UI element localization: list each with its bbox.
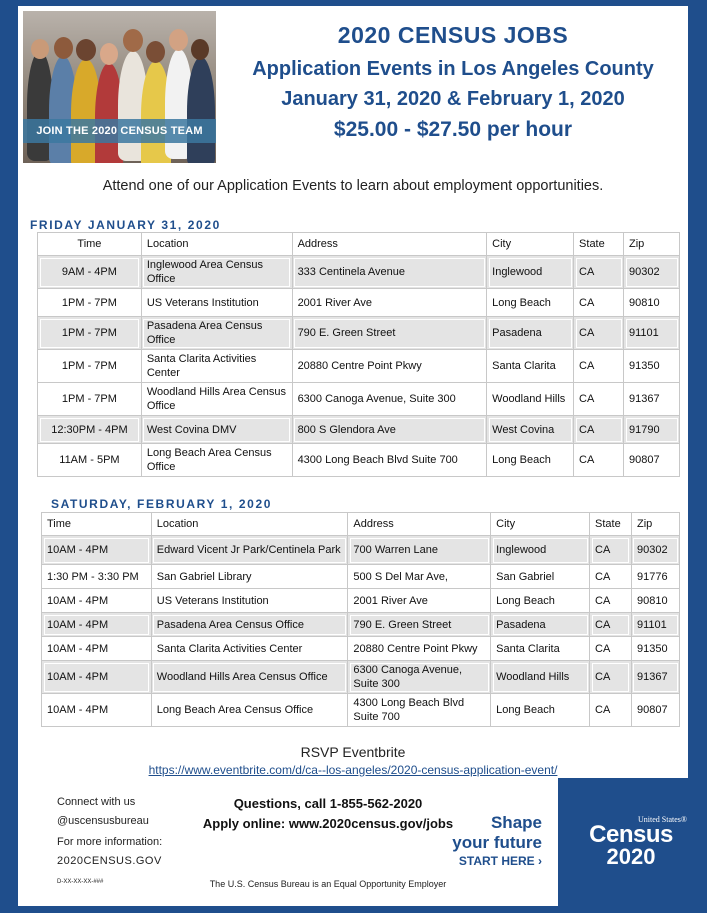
table-cell: 10AM - 4PM: [42, 637, 152, 661]
table-row: [42, 565, 680, 589]
table-cell: Inglewood Area Census Office: [141, 256, 292, 289]
table-cell: Pasadena: [487, 317, 574, 350]
table-cell: 1PM - 7PM: [38, 350, 142, 383]
table-row: [42, 694, 680, 727]
table-cell: Inglewood: [491, 536, 590, 565]
social-handle[interactable]: @uscensusbureau: [57, 815, 149, 827]
footer-panel: [18, 778, 558, 906]
table-cell: CA: [590, 694, 632, 727]
pay-rate: $25.00 - $27.50 per hour: [333, 118, 573, 141]
flyer-sheet: [18, 6, 688, 778]
table-cell: CA: [590, 637, 632, 661]
table-cell: US Veterans Institution: [141, 289, 292, 317]
apply-online[interactable]: Apply online: www.2020census.gov/jobs: [202, 816, 454, 831]
table-cell: 90302: [624, 256, 680, 289]
questions-phone: Questions, call 1-855-562-2020: [233, 796, 423, 811]
column-header: State: [590, 513, 632, 536]
table-cell: Long Beach: [487, 289, 574, 317]
table-cell: San Gabriel: [491, 565, 590, 589]
chevron-right-icon: ›: [538, 854, 542, 868]
table-cell: Long Beach: [491, 589, 590, 613]
table-cell: CA: [574, 383, 624, 416]
table-cell: Woodland Hills Area Census Office: [151, 661, 348, 694]
table-row: [38, 350, 680, 383]
page-title: 2020 CENSUS JOBS: [337, 22, 569, 48]
table-cell: 90302: [631, 536, 679, 565]
table-cell: CA: [574, 289, 624, 317]
eeo-statement: The U.S. Census Bureau is an Equal Opportunity Employer: [209, 879, 447, 889]
table-cell: 1:30 PM - 3:30 PM: [42, 565, 152, 589]
table-cell: San Gabriel Library: [151, 565, 348, 589]
table-cell: CA: [574, 444, 624, 477]
table-cell: 91350: [631, 637, 679, 661]
table-cell: CA: [590, 536, 632, 565]
table-cell: CA: [574, 416, 624, 444]
column-header: Zip: [624, 233, 680, 256]
table-cell: 90807: [624, 444, 680, 477]
table-cell: 790 E. Green Street: [348, 613, 491, 637]
table-cell: 91776: [631, 565, 679, 589]
table-row: [42, 637, 680, 661]
table-cell: Long Beach: [491, 694, 590, 727]
table-cell: Long Beach: [487, 444, 574, 477]
column-header: Address: [292, 233, 487, 256]
table-cell: 9AM - 4PM: [38, 256, 142, 289]
table-cell: 91101: [631, 613, 679, 637]
rsvp-label: RSVP Eventbrite: [300, 744, 406, 760]
logo-year: 2020: [606, 844, 656, 869]
table-row: [38, 444, 680, 477]
table-cell: Pasadena Area Census Office: [141, 317, 292, 350]
table-cell: 1PM - 7PM: [38, 289, 142, 317]
table-cell: US Veterans Institution: [151, 589, 348, 613]
column-header: State: [574, 233, 624, 256]
table-row: [38, 317, 680, 350]
table-header-row: [38, 233, 680, 256]
column-header: Zip: [631, 513, 679, 536]
table-cell: 4300 Long Beach Blvd Suite 700: [292, 444, 487, 477]
table-row: [42, 661, 680, 694]
table-row: [38, 383, 680, 416]
table-cell: Santa Clarita: [487, 350, 574, 383]
table-cell: 2001 River Ave: [292, 289, 487, 317]
table-row: [42, 589, 680, 613]
census-2020-logo: [575, 815, 687, 868]
table-cell: 10AM - 4PM: [42, 613, 152, 637]
table-cell: 800 S Glendora Ave: [292, 416, 487, 444]
census-site-link[interactable]: 2020CENSUS.GOV: [57, 855, 162, 867]
column-header: City: [487, 233, 574, 256]
more-info-text: For more information:: [57, 836, 163, 848]
table-cell: Santa Clarita Activities Center: [141, 350, 292, 383]
table-cell: 91367: [624, 383, 680, 416]
table-cell: Woodland Hills: [491, 661, 590, 694]
intro-text: Attend one of our Application Events to learn about employment opportunities.: [102, 178, 604, 194]
table-cell: 20880 Centre Point Pkwy: [348, 637, 491, 661]
table-cell: 91790: [624, 416, 680, 444]
table-cell: Santa Clarita: [491, 637, 590, 661]
saturday-schedule-table: [41, 512, 680, 727]
table-cell: 6300 Canoga Avenue, Suite 300: [348, 661, 491, 694]
table-row: [38, 289, 680, 317]
table-cell: 20880 Centre Point Pkwy: [292, 350, 487, 383]
join-census-banner: JOIN THE 2020 CENSUS TEAM: [23, 119, 216, 143]
table-cell: Edward Vicent Jr Park/Centinela Park: [151, 536, 348, 565]
column-header: Time: [42, 513, 152, 536]
table-cell: 700 Warren Lane: [348, 536, 491, 565]
table-row: [38, 256, 680, 289]
table-cell: 2001 River Ave: [348, 589, 491, 613]
table-cell: CA: [574, 317, 624, 350]
column-header: Time: [38, 233, 142, 256]
saturday-heading: SATURDAY, FEBRUARY 1, 2020: [51, 497, 272, 511]
page-subtitle: Application Events in Los Angeles County: [252, 58, 654, 80]
census-team-photo: [23, 11, 216, 163]
table-cell: 790 E. Green Street: [292, 317, 487, 350]
table-cell: Woodland Hills: [487, 383, 574, 416]
friday-schedule-table: [37, 232, 680, 477]
table-cell: Santa Clarita Activities Center: [151, 637, 348, 661]
table-cell: Long Beach Area Census Office: [141, 444, 292, 477]
document-code: D-XX-XX-XX-###: [57, 879, 104, 885]
table-cell: 90807: [631, 694, 679, 727]
start-here-label: START HERE: [458, 854, 535, 868]
table-cell: 4300 Long Beach Blvd Suite 700: [348, 694, 491, 727]
table-cell: Woodland Hills Area Census Office: [141, 383, 292, 416]
table-row: [42, 613, 680, 637]
event-dates: January 31, 2020 & February 1, 2020: [281, 88, 625, 110]
table-header-row: [42, 513, 680, 536]
table-cell: Pasadena: [491, 613, 590, 637]
table-cell: 333 Centinela Avenue: [292, 256, 487, 289]
table-cell: 10AM - 4PM: [42, 589, 152, 613]
table-cell: CA: [574, 256, 624, 289]
your-future-text: your future: [452, 833, 542, 852]
connect-text: Connect with us: [57, 796, 136, 808]
table-cell: CA: [590, 565, 632, 589]
table-cell: CA: [590, 661, 632, 694]
table-cell: 500 S Del Mar Ave,: [348, 565, 491, 589]
column-header: City: [491, 513, 590, 536]
column-header: Address: [348, 513, 491, 536]
table-cell: 90810: [631, 589, 679, 613]
start-here-link[interactable]: [459, 854, 542, 868]
table-cell: 10AM - 4PM: [42, 694, 152, 727]
table-cell: CA: [590, 613, 632, 637]
table-cell: 11AM - 5PM: [38, 444, 142, 477]
table-cell: 12:30PM - 4PM: [38, 416, 142, 444]
rsvp-link[interactable]: https://www.eventbrite.com/d/ca--los-angeles/2020-census-application-event/: [148, 763, 558, 777]
table-cell: 1PM - 7PM: [38, 383, 142, 416]
table-row: [42, 536, 680, 565]
table-cell: 6300 Canoga Avenue, Suite 300: [292, 383, 487, 416]
table-cell: 91350: [624, 350, 680, 383]
table-cell: West Covina DMV: [141, 416, 292, 444]
table-cell: Inglewood: [487, 256, 574, 289]
table-cell: CA: [574, 350, 624, 383]
table-cell: 91101: [624, 317, 680, 350]
table-cell: 90810: [624, 289, 680, 317]
table-cell: 91367: [631, 661, 679, 694]
shape-text: Shape: [490, 813, 542, 832]
friday-heading: FRIDAY JANUARY 31, 2020: [30, 218, 221, 232]
table-cell: Pasadena Area Census Office: [151, 613, 348, 637]
table-cell: 10AM - 4PM: [42, 536, 152, 565]
column-header: Location: [141, 233, 292, 256]
table-cell: West Covina: [487, 416, 574, 444]
table-cell: 1PM - 7PM: [38, 317, 142, 350]
table-cell: CA: [590, 589, 632, 613]
table-cell: Long Beach Area Census Office: [151, 694, 348, 727]
table-row: [38, 416, 680, 444]
logo-census: Census: [589, 821, 673, 848]
logo-united-states: United States®: [638, 815, 687, 824]
table-cell: 10AM - 4PM: [42, 661, 152, 694]
column-header: Location: [151, 513, 348, 536]
